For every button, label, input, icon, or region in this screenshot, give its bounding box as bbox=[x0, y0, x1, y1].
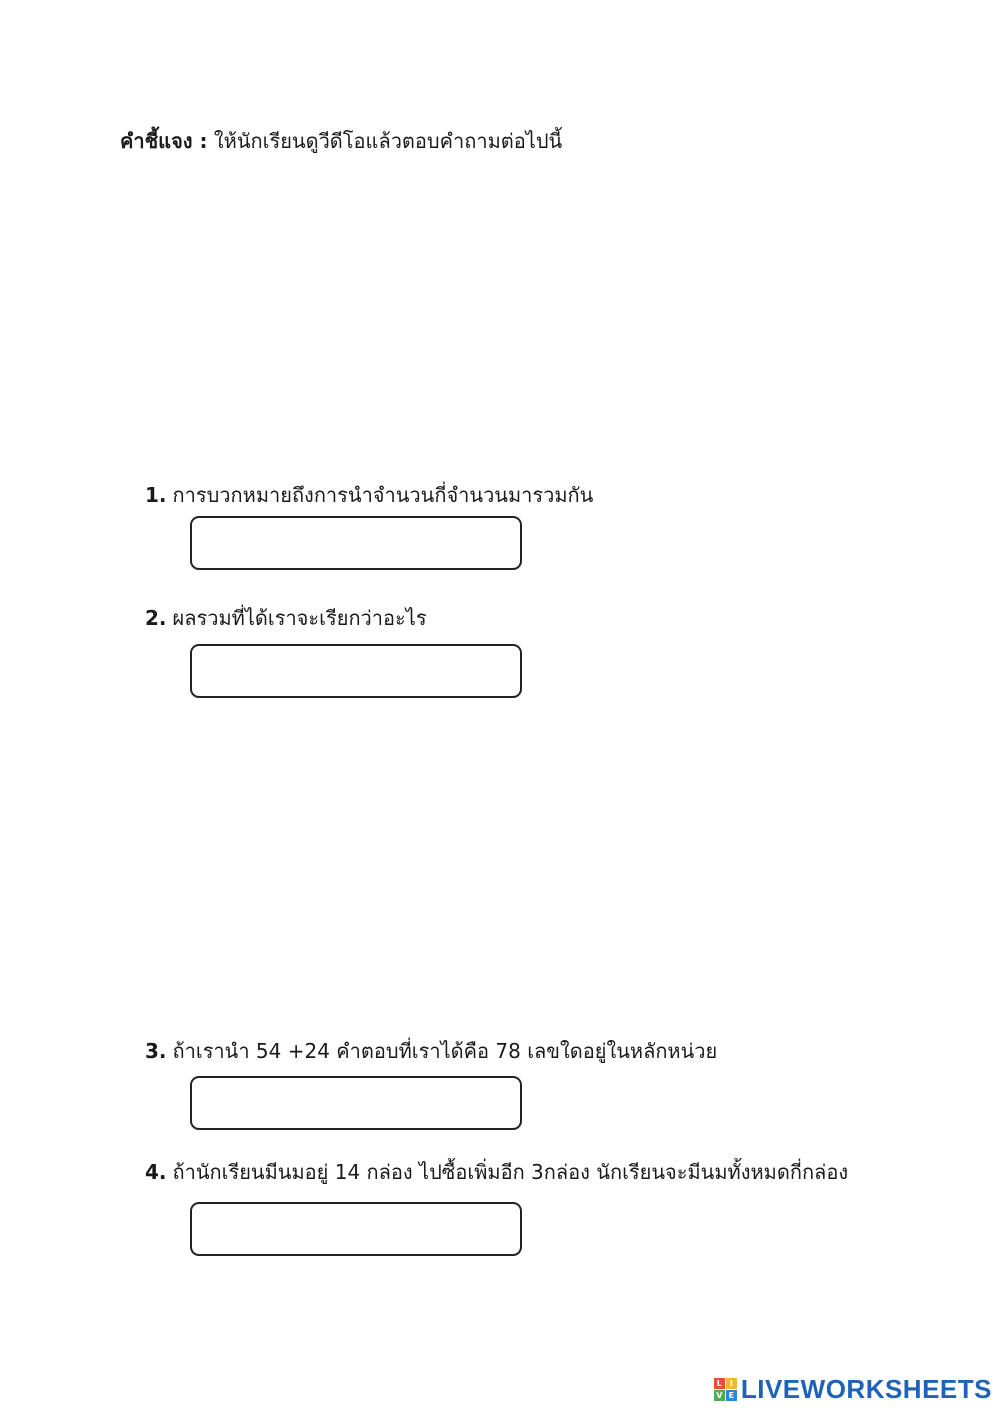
liveworksheets-logo-icon bbox=[714, 1378, 737, 1401]
logo-tile-l: L bbox=[714, 1378, 725, 1389]
question-2-number: 2. bbox=[145, 606, 167, 630]
liveworksheets-brand[interactable] bbox=[714, 1374, 992, 1405]
logo-tile-e: E bbox=[726, 1390, 737, 1401]
answer-4-input[interactable] bbox=[190, 1202, 522, 1256]
instruction-text: ให้นักเรียนดูวีดีโอแล้วตอบคำถามต่อไปนี้ bbox=[213, 129, 563, 153]
brand-name: LIVEWORKSHEETS bbox=[740, 1374, 992, 1404]
question-1-text: การบวกหมายถึงการนำจำนวนกี่จำนวนมารวมกัน bbox=[172, 483, 594, 507]
question-2 bbox=[145, 603, 427, 633]
answer-2-input[interactable] bbox=[190, 644, 522, 698]
question-4-text: ถ้านักเรียนมีนมอยู่ 14 กล่อง ไปซื้อเพิ่มอีก 3กล่อง นักเรียนจะมีนมทั้งหมดกี่กล่อง bbox=[172, 1160, 849, 1184]
answer-3-input[interactable] bbox=[190, 1076, 522, 1130]
instruction-label: คำชี้แจง : bbox=[120, 129, 208, 153]
question-3-number: 3. bbox=[145, 1039, 167, 1063]
question-2-text: ผลรวมที่ได้เราจะเรียกว่าอะไร bbox=[172, 606, 427, 630]
answer-1-input[interactable] bbox=[190, 516, 522, 570]
question-3-text: ถ้าเรานำ 54 +24 คำตอบที่เราได้คือ 78 เลขใดอยู่ในหลักหน่วย bbox=[172, 1039, 718, 1063]
question-4-number: 4. bbox=[145, 1160, 167, 1184]
question-4 bbox=[145, 1157, 848, 1187]
logo-tile-i: I bbox=[726, 1378, 737, 1389]
instruction bbox=[120, 126, 562, 156]
question-3 bbox=[145, 1036, 717, 1066]
question-1 bbox=[145, 480, 593, 510]
logo-tile-v: V bbox=[714, 1390, 725, 1401]
question-1-number: 1. bbox=[145, 483, 167, 507]
